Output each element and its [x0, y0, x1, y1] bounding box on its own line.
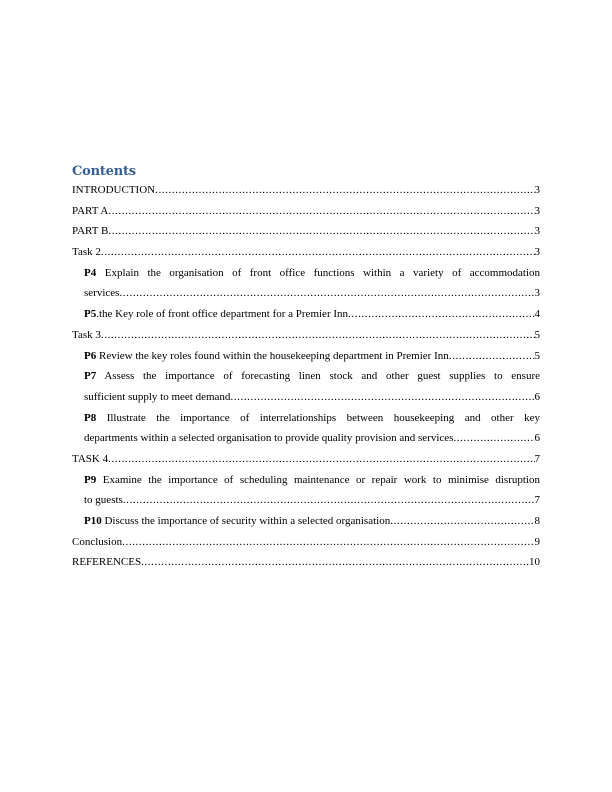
toc-page-number: 8 [534, 515, 540, 527]
toc-entry-text: Illustrate the importance of interrelationships between housekeeping and other key [96, 411, 540, 424]
toc-entry-line-2 [72, 490, 540, 511]
toc-entry-text: to guests [84, 494, 123, 507]
toc-page-number: 3 [534, 246, 540, 259]
toc-page-number: 4 [534, 308, 540, 321]
toc-page-number: 3 [534, 184, 540, 196]
toc-entry-label: P5 [84, 308, 97, 321]
toc-entry-p10[interactable] [72, 511, 540, 532]
toc-entry-conclusion[interactable] [72, 532, 540, 553]
toc-entry-text: services [84, 287, 120, 300]
toc-entry-text: INTRODUCTION [72, 184, 156, 196]
dot-leader [108, 201, 534, 222]
toc-entry-text: Conclusion [72, 535, 123, 548]
toc-entry-introduction[interactable] [72, 180, 540, 201]
toc-entry-task-4[interactable] [72, 449, 540, 470]
toc-entry-label: P6 [84, 349, 97, 362]
dot-leader [108, 221, 534, 242]
toc-page-number: 3 [534, 204, 540, 217]
toc-entry-text: Assess the importance of forecasting linen stock and other guest supplies to ensure [96, 370, 540, 383]
toc-entry-label: P9 [84, 473, 97, 486]
table-of-contents [72, 163, 540, 573]
toc-entry-line-1 [72, 366, 540, 387]
toc-entry-text: .the Key role of front office department for a Premier Inn [96, 308, 349, 321]
toc-entry-p8[interactable] [72, 408, 540, 449]
dot-leader [449, 346, 535, 367]
toc-entry-line-2 [72, 428, 540, 449]
toc-page-number: 3 [534, 287, 540, 300]
toc-page-number: 5 [534, 328, 540, 341]
toc-entry-task-3[interactable] [72, 325, 540, 346]
dot-leader [119, 283, 534, 304]
toc-entry-text-wrap [84, 511, 390, 532]
toc-entry-p9[interactable] [72, 470, 540, 511]
toc-page-number: 5 [534, 349, 540, 362]
toc-entry-p6[interactable] [72, 346, 540, 367]
toc-entry-text: REFERENCES [72, 556, 142, 569]
toc-entry-text: Review the key roles found within the housekeeping department in Premier Inn [96, 349, 449, 362]
dot-leader [155, 180, 534, 201]
toc-entry-label: P7 [84, 370, 97, 383]
toc-page-number: 10 [529, 556, 540, 569]
dot-leader [108, 449, 534, 470]
toc-entry-text: Task 3 [72, 328, 101, 341]
dot-leader [101, 242, 535, 263]
toc-entry-text: sufficient supply to meet demand [84, 390, 231, 403]
toc-entry-line-2 [72, 283, 540, 304]
toc-entry-line-1 [72, 408, 540, 429]
toc-entry-line-1 [72, 470, 540, 491]
toc-entry-label: P10 [84, 515, 102, 527]
toc-entry-text: TASK 4 [72, 452, 109, 465]
dot-leader [122, 532, 534, 553]
toc-entry-p7[interactable] [72, 366, 540, 407]
dot-leader [348, 304, 534, 325]
toc-entry-text: departments within a selected organisation to provide quality provision and services [84, 432, 454, 445]
toc-page-number: 7 [534, 494, 540, 507]
toc-entry-references[interactable] [72, 552, 540, 573]
dot-leader [101, 325, 535, 346]
toc-entry-line-2 [72, 387, 540, 408]
toc-entry-text: Explain the organisation of front office functions within a variety of accommodation [96, 266, 540, 279]
toc-entry-text: PART A [72, 204, 109, 217]
toc-entry-line-1 [72, 263, 540, 284]
dot-leader [390, 511, 534, 532]
toc-entry-part-b[interactable] [72, 221, 540, 242]
toc-entry-text: Task 2 [72, 246, 101, 259]
dot-leader [230, 387, 534, 408]
toc-page-number: 9 [534, 535, 540, 548]
toc-entry-text: PART B [72, 225, 109, 238]
dot-leader [453, 428, 534, 449]
toc-page-number: 3 [534, 225, 540, 238]
toc-heading: Contents [72, 164, 136, 179]
dot-leader [123, 490, 535, 511]
dot-leader [141, 552, 529, 573]
toc-entry-p4[interactable] [72, 263, 540, 304]
toc-entry-task-2[interactable] [72, 242, 540, 263]
toc-entry-p5[interactable] [72, 304, 540, 325]
toc-entry-part-a[interactable] [72, 201, 540, 222]
toc-page-number: 7 [534, 452, 540, 465]
toc-entry-text: Examine the importance of scheduling maintenance or repair work to minimise disruption [96, 473, 540, 486]
toc-entry-label: P4 [84, 266, 97, 279]
toc-entry-label: P8 [84, 411, 97, 424]
toc-entry-text-wrap [84, 304, 348, 325]
toc-page-number: 6 [534, 390, 540, 403]
toc-entry-text-wrap [84, 346, 449, 367]
toc-page-number: 6 [534, 432, 540, 445]
toc-entry-text: Discuss the importance of security within a selected organisation [101, 515, 391, 527]
